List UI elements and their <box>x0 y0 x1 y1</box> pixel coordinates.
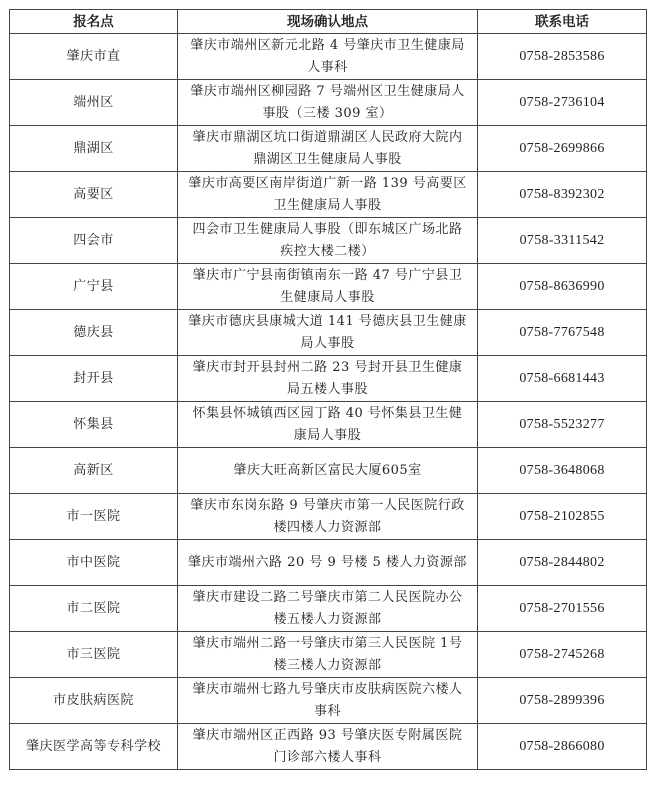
table-row <box>10 402 647 448</box>
site-cell: 高要区 <box>10 172 178 218</box>
phone-cell: 0758-2699866 <box>478 126 647 172</box>
table-header-row <box>10 10 647 34</box>
phone-cell: 0758-8392302 <box>478 172 647 218</box>
address-cell: 肇庆市端州区正西路 93 号肇庆医专附属医院门诊部六楼人事科 <box>178 724 478 770</box>
table-row <box>10 126 647 172</box>
site-cell: 肇庆市直 <box>10 34 178 80</box>
address-cell: 肇庆市端州区柳园路 7 号端州区卫生健康局人事股（三楼 309 室） <box>178 80 478 126</box>
header-address: 现场确认地点 <box>178 10 478 34</box>
address-cell: 四会市卫生健康局人事股（即东城区广场北路疾控大楼二楼） <box>178 218 478 264</box>
phone-cell: 0758-3648068 <box>478 448 647 494</box>
table-row <box>10 632 647 678</box>
phone-cell: 0758-2853586 <box>478 34 647 80</box>
table-row <box>10 172 647 218</box>
table-row <box>10 494 647 540</box>
table-row <box>10 724 647 770</box>
address-cell: 肇庆市广宁县南街镇南东一路 47 号广宁县卫生健康局人事股 <box>178 264 478 310</box>
site-cell: 广宁县 <box>10 264 178 310</box>
site-cell: 鼎湖区 <box>10 126 178 172</box>
table-row <box>10 264 647 310</box>
address-cell: 肇庆市德庆县康城大道 141 号德庆县卫生健康局人事股 <box>178 310 478 356</box>
site-cell: 市三医院 <box>10 632 178 678</box>
address-cell: 怀集县怀城镇西区园丁路 40 号怀集县卫生健康局人事股 <box>178 402 478 448</box>
table-row <box>10 310 647 356</box>
site-cell: 高新区 <box>10 448 178 494</box>
phone-cell: 0758-2899396 <box>478 678 647 724</box>
phone-cell: 0758-6681443 <box>478 356 647 402</box>
address-cell: 肇庆市东岗东路 9 号肇庆市第一人民医院行政楼四楼人力资源部 <box>178 494 478 540</box>
phone-cell: 0758-5523277 <box>478 402 647 448</box>
table-row <box>10 356 647 402</box>
address-cell: 肇庆市端州六路 20 号 9 号楼 5 楼人力资源部 <box>178 540 478 586</box>
header-phone: 联系电话 <box>478 10 647 34</box>
address-cell: 肇庆市端州区新元北路 4 号肇庆市卫生健康局人事科 <box>178 34 478 80</box>
table-row <box>10 448 647 494</box>
site-cell: 市皮肤病医院 <box>10 678 178 724</box>
site-cell: 市二医院 <box>10 586 178 632</box>
address-cell: 肇庆市高要区南岸街道广新一路 139 号高要区卫生健康局人事股 <box>178 172 478 218</box>
site-cell: 封开县 <box>10 356 178 402</box>
address-cell: 肇庆市端州七路九号肇庆市皮肤病医院六楼人事科 <box>178 678 478 724</box>
phone-cell: 0758-8636990 <box>478 264 647 310</box>
table-body <box>10 34 647 770</box>
table-row <box>10 218 647 264</box>
address-cell: 肇庆市建设二路二号肇庆市第二人民医院办公楼五楼人力资源部 <box>178 586 478 632</box>
site-cell: 肇庆医学高等专科学校 <box>10 724 178 770</box>
phone-cell: 0758-2102855 <box>478 494 647 540</box>
phone-cell: 0758-2844802 <box>478 540 647 586</box>
address-cell: 肇庆市端州二路一号肇庆市第三人民医院 1号楼三楼人力资源部 <box>178 632 478 678</box>
table-row <box>10 678 647 724</box>
phone-cell: 0758-7767548 <box>478 310 647 356</box>
site-cell: 市一医院 <box>10 494 178 540</box>
site-cell: 市中医院 <box>10 540 178 586</box>
table-row <box>10 540 647 586</box>
address-cell: 肇庆市封开县封州二路 23 号封开县卫生健康局五楼人事股 <box>178 356 478 402</box>
phone-cell: 0758-2745268 <box>478 632 647 678</box>
site-cell: 四会市 <box>10 218 178 264</box>
phone-cell: 0758-2701556 <box>478 586 647 632</box>
address-cell: 肇庆大旺高新区富民大厦605室 <box>178 448 478 494</box>
table-row <box>10 80 647 126</box>
address-cell: 肇庆市鼎湖区坑口街道鼎湖区人民政府大院内鼎湖区卫生健康局人事股 <box>178 126 478 172</box>
phone-cell: 0758-2736104 <box>478 80 647 126</box>
table-row <box>10 34 647 80</box>
site-cell: 德庆县 <box>10 310 178 356</box>
phone-cell: 0758-3311542 <box>478 218 647 264</box>
table-row <box>10 586 647 632</box>
site-cell: 端州区 <box>10 80 178 126</box>
registration-sites-table <box>9 9 647 770</box>
site-cell: 怀集县 <box>10 402 178 448</box>
header-site: 报名点 <box>10 10 178 34</box>
phone-cell: 0758-2866080 <box>478 724 647 770</box>
